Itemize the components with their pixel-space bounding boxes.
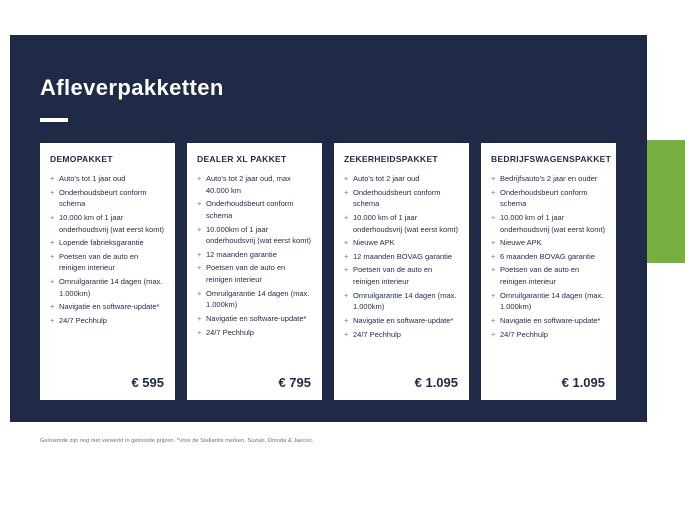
feature-item — [197, 288, 313, 311]
feature-text: 10.000km of 1 jaar onderhoudsvrij (wat eerst komt) — [206, 224, 312, 246]
feature-item — [50, 212, 166, 235]
feature-text: 24/7 Pechhulp — [500, 329, 548, 339]
plus-icon: + — [344, 265, 349, 275]
feature-item — [344, 264, 460, 287]
feature-text: Onderhoudsbeurt conform schema — [59, 187, 147, 209]
feature-text: Poetsen van de auto en reinigen interieur — [206, 263, 286, 284]
plus-icon: + — [491, 187, 496, 197]
plus-icon: + — [197, 327, 202, 337]
feature-item — [491, 315, 607, 327]
plus-icon: + — [344, 251, 349, 261]
feature-item — [344, 315, 460, 327]
plus-icon: + — [50, 238, 55, 248]
feature-item — [344, 251, 460, 263]
plus-icon: + — [50, 174, 55, 183]
plus-icon: + — [344, 238, 349, 248]
plus-icon: + — [197, 288, 202, 298]
package-title: DEMOPAKKET — [50, 154, 113, 164]
main-panel — [10, 35, 647, 422]
feature-item — [197, 249, 313, 261]
plus-icon: + — [197, 313, 202, 323]
package-card-zekerheidspakket — [334, 143, 469, 400]
plus-icon: + — [491, 238, 496, 248]
package-card-bedrijfswagenspakket — [481, 143, 616, 400]
feature-text: Omruilgarantie 14 dagen (max. 1.000km) — [500, 290, 604, 312]
package-price: € 595 — [131, 375, 164, 390]
feature-text: 12 maanden BOVAG garantie — [353, 251, 453, 261]
feature-item — [50, 301, 166, 313]
feature-text: Poetsen van de auto en reinigen interieur — [353, 265, 433, 286]
feature-item — [50, 187, 166, 210]
feature-item — [50, 237, 166, 249]
feature-item — [344, 237, 460, 249]
feature-item — [50, 315, 166, 327]
feature-text: 10.000 km of 1 jaar onderhoudsvrij (wat eerst komt) — [59, 212, 165, 234]
feature-text: Onderhoudsbeurt conform schema — [353, 187, 441, 209]
feature-text: Poetsen van de auto en reinigen interieur — [59, 251, 139, 273]
feature-item — [344, 329, 460, 341]
feature-text: Omruilgarantie 14 dagen (max. 1.000km) — [353, 290, 457, 312]
package-price: € 1.095 — [561, 375, 605, 390]
plus-icon: + — [491, 329, 496, 339]
green-accent-block — [645, 140, 685, 263]
plus-icon: + — [197, 249, 202, 259]
feature-item — [491, 187, 607, 210]
feature-item — [344, 290, 460, 313]
feature-text: 12 maanden garantie — [206, 249, 277, 259]
feature-text: Auto's tot 2 jaar oud — [353, 174, 420, 183]
feature-text: 10.000 km of 1 jaar onderhoudsvrij (wat eerst komt) — [500, 212, 606, 234]
feature-item — [344, 173, 460, 185]
feature-text: Bedrijfsauto's 2 jaar en ouder — [500, 174, 598, 183]
feature-item — [197, 173, 313, 196]
package-title: ZEKERHEIDSPAKKET — [344, 154, 438, 164]
plus-icon: + — [344, 212, 349, 222]
feature-text: Onderhoudsbeurt conform schema — [500, 187, 588, 209]
feature-list — [50, 173, 166, 329]
feature-text: Lopende fabrieksgarantie — [59, 238, 144, 248]
feature-item — [344, 187, 460, 210]
plus-icon: + — [344, 329, 349, 339]
feature-text: Navigatie en software-update* — [59, 302, 160, 312]
feature-item — [491, 290, 607, 313]
feature-item — [197, 313, 313, 325]
feature-item — [197, 327, 313, 339]
feature-text: Onderhoudsbeurt conform schema — [206, 199, 294, 220]
plus-icon: + — [491, 212, 496, 222]
feature-text: Auto's tot 1 jaar oud — [59, 174, 126, 183]
feature-item — [197, 198, 313, 221]
plus-icon: + — [50, 315, 55, 325]
plus-icon: + — [50, 251, 55, 261]
feature-item — [491, 251, 607, 263]
feature-text: Navigatie en software-update* — [353, 315, 454, 325]
package-card-dealer-xl — [187, 143, 322, 400]
feature-text: Omruilgarantie 14 dagen (max. 1.000km) — [59, 277, 163, 298]
plus-icon: + — [197, 174, 202, 183]
feature-item — [491, 264, 607, 287]
feature-text: Navigatie en software-update* — [206, 313, 307, 323]
feature-item — [197, 224, 313, 247]
plus-icon: + — [491, 251, 496, 261]
package-price: € 795 — [278, 375, 311, 390]
plus-icon: + — [344, 290, 349, 300]
plus-icon: + — [197, 224, 202, 234]
plus-icon: + — [50, 187, 55, 197]
plus-icon: + — [344, 187, 349, 197]
package-title: BEDRIJFSWAGENSPAKKET — [491, 154, 612, 164]
plus-icon: + — [491, 315, 496, 325]
plus-icon: + — [50, 212, 55, 222]
feature-text: Nieuwe APK — [500, 238, 542, 248]
package-card-demopakket — [40, 143, 175, 400]
feature-text: Nieuwe APK — [353, 238, 395, 248]
plus-icon: + — [344, 315, 349, 325]
feature-text: Auto's tot 2 jaar oud, max 40.000 km — [206, 174, 291, 195]
package-cards-row — [40, 143, 617, 400]
feature-text: 24/7 Pechhulp — [353, 329, 401, 339]
plus-icon: + — [197, 263, 202, 273]
feature-text: Navigatie en software-update* — [500, 315, 601, 325]
feature-item — [491, 173, 607, 185]
plus-icon: + — [50, 302, 55, 312]
feature-list — [491, 173, 607, 342]
package-price: € 1.095 — [414, 375, 458, 390]
feature-text: 6 maanden BOVAG garantie — [500, 251, 595, 261]
feature-list — [197, 173, 313, 340]
plus-icon: + — [491, 265, 496, 275]
feature-item — [344, 212, 460, 235]
plus-icon: + — [197, 199, 202, 209]
feature-item — [197, 262, 313, 285]
feature-item — [50, 276, 166, 299]
feature-text: 24/7 Pechhulp — [59, 315, 107, 325]
feature-item — [50, 173, 166, 185]
title-underline-dash — [40, 118, 68, 122]
package-title: DEALER XL PAKKET — [197, 154, 287, 164]
plus-icon: + — [50, 277, 55, 286]
feature-text: Omruilgarantie 14 dagen (max. 1.000km) — [206, 288, 310, 310]
plus-icon: + — [491, 290, 496, 300]
page-title: Afleverpakketten — [40, 75, 224, 100]
feature-item — [50, 251, 166, 274]
footnote-text: Genoemde zijn nog niet verwerkt in getoonde prijzen. *Voor de Stellantis merken, Suzuki, Omoda & Jaecoo. — [40, 438, 314, 444]
feature-text: Poetsen van de auto en reinigen interieur — [500, 265, 580, 286]
feature-item — [491, 237, 607, 249]
feature-item — [491, 212, 607, 235]
plus-icon: + — [491, 174, 496, 183]
feature-text: 24/7 Pechhulp — [206, 327, 254, 337]
feature-list — [344, 173, 460, 342]
feature-item — [491, 329, 607, 341]
feature-text: 10.000 km of 1 jaar onderhoudsvrij (wat eerst komt) — [353, 212, 459, 234]
plus-icon: + — [344, 174, 349, 183]
